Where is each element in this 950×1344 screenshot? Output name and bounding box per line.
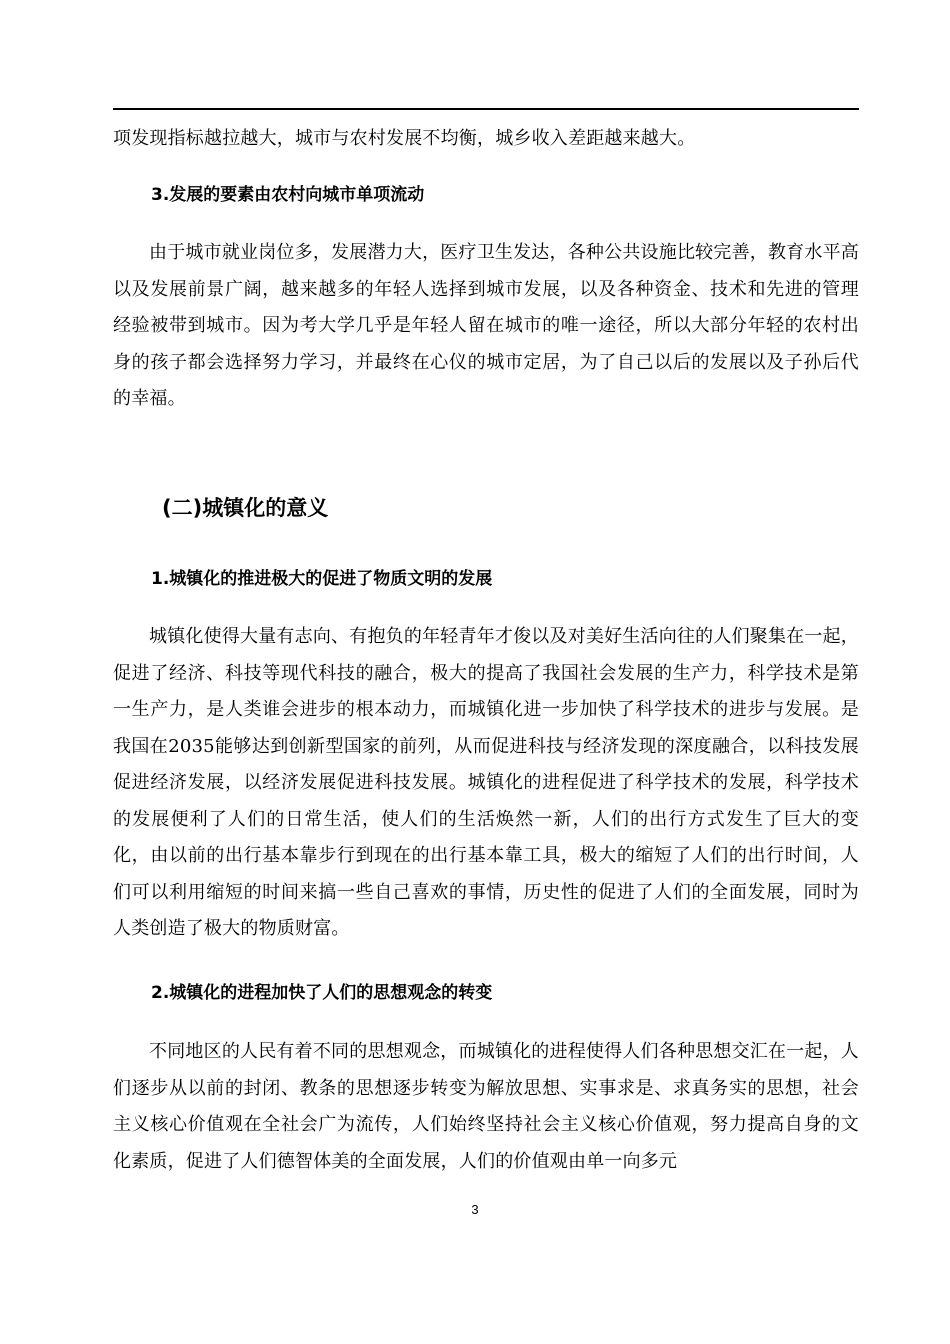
header-rule	[113, 108, 859, 110]
section-heading-3: 3.发展的要素由农村向城市单项流动	[151, 185, 425, 205]
page-number: 3	[471, 1202, 479, 1217]
section-heading-2: 2.城镇化的进程加快了人们的思想观念的转变	[151, 983, 493, 1003]
paragraph-urban-flow: 由于城市就业岗位多，发展潜力大，医疗卫生发达，各种公共设施比较完善，教育水平高以及发展前景广阔，越来越多的年轻人选择到城市发展，以及各种资金、技术和先进的管理经验被带到城市。因为考大学几乎是年轻人留在城市的唯一途径，所以大部分年轻的农村出身的孩子都会选择努力学习，并最终在心仪的城市定居，为了自己以后的发展以及子孙后代的幸福。	[113, 242, 859, 409]
paragraph-material-civilization: 城镇化使得大量有志向、有抱负的年轻青年才俊以及对美好生活向往的人们聚集在一起，促进了经济、科技等现代科技的融合，极大的提高了我国社会发展的生产力，科学技术是第一生产力，是人类谁会进步的根本动力，而城镇化进一步加快了科学技术的进步与发展。是我国在2035能够达到创新型国家的前列，从而促进科技与经济发现的深度融合，以科技发展促进经济发展，以经济发展促进科技发展。城镇化的进程促进了科学技术的发展，科学技术的发展便利了人们的日常生活，使人们的生活焕然一新，人们的出行方式发生了巨大的变化，由以前的出行基本靠步行到现在的出行基本靠工具，极大的缩短了人们的出行时间，人们可以利用缩短的时间来搞一些自己喜欢的事情，历史性的促进了人们的全面发展，同时为人类创造了极大的物质财富。	[113, 626, 859, 939]
chapter-heading-significance: (二)城镇化的意义	[162, 496, 329, 520]
paragraph-ideological-change: 不同地区的人民有着不同的思想观念，而城镇化的进程使得人们各种思想交汇在一起，人们逐步从以前的封闭、教条的思想逐步转变为解放思想、实事求是、求真务实的思想，社会主义核心价值观在全社会广为流传，人们始终坚持社会主义核心价值观，努力提高自身的文化素质，促进了人们德智体美的全面发展，人们的价值观由单一向多元	[113, 1041, 859, 1172]
section-heading-1: 1.城镇化的推进极大的促进了物质文明的发展	[151, 569, 493, 589]
paragraph-continuation: 项发现指标越拉越大，城市与农村发展不均衡，城乡收入差距越来越大。	[113, 128, 696, 149]
